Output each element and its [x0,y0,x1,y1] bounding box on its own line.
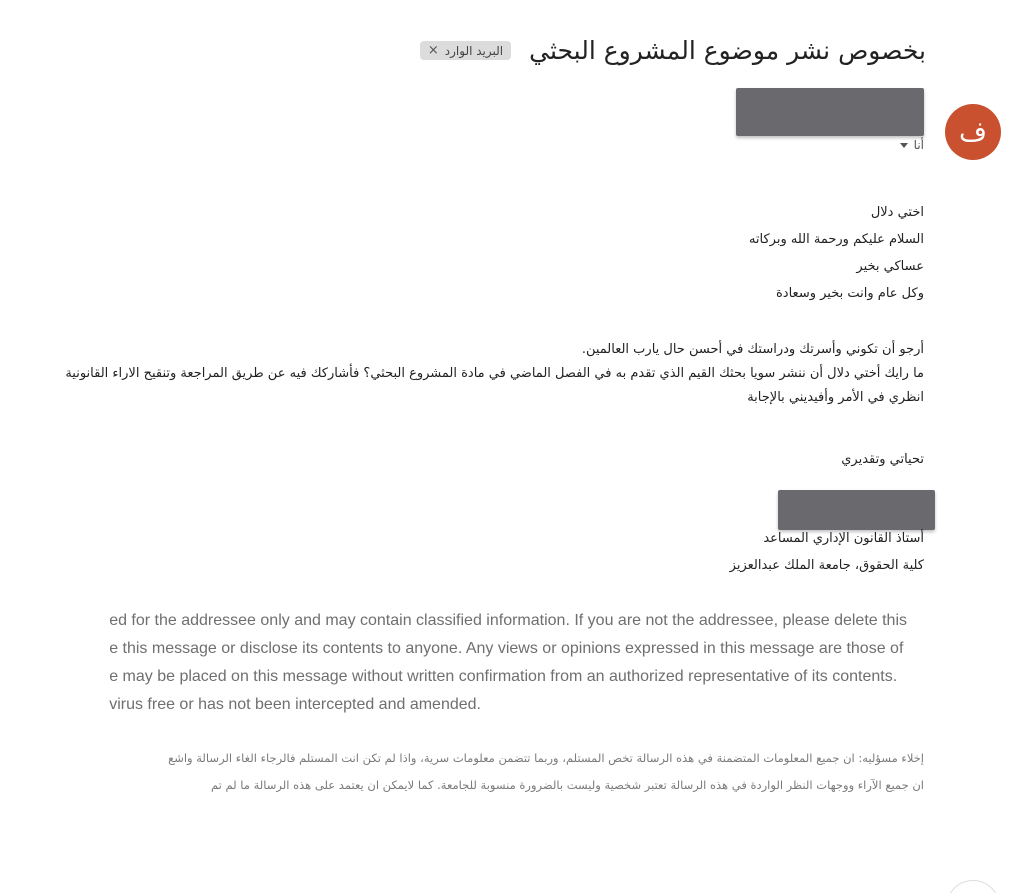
body-line: انظري في الأمر وأفيديني بالإجابة [747,390,924,405]
recipient-dropdown[interactable] [900,138,924,152]
signature-block [730,525,924,579]
body-line: وكل عام وانت بخير وسعادة [776,286,924,301]
disclaimer-line: ان جميع الآراء ووجهات النظر الواردة في هذه الرسالة تعتبر شخصية وليست بالضرورة منسوبة للجامعة. كما لايمكن ان يعتمد على هذه الرسالة ما لم تم [210,778,924,792]
disclaimer-line: إخلاء مسؤليه: ان جميع المعلومات المتضمنة في هذه الرسالة تخص المستلم، وربما تتضمن معلومات سرية، واذا لم تكن انت المستلم فالرجاء الغاء الرسالة واشع [168,751,924,765]
recipient-label: أنا [913,138,924,152]
message-paragraph [65,338,924,410]
disclaimer-line: virus free or has not been intercepted and amended. [109,696,481,713]
body-line: السلام عليكم ورحمة الله وبركاته [748,232,924,247]
body-line: عساكي بخير [856,259,924,274]
floating-action-button[interactable] [946,880,1000,893]
disclaimer-english [109,607,907,719]
disclaimer-line: e may be placed on this message without written confirmation from an authorized representative of its contents. [109,668,898,685]
disclaimer-arabic [168,745,924,799]
subject-row [420,36,926,65]
inbox-label-chip[interactable] [420,41,511,60]
greeting-block [749,199,924,307]
body-line: أرجو أن تكوني وأسرتك ودراستك في أحسن حال يارب العالمين. [581,342,924,357]
inbox-label-text: البريد الوارد [444,43,504,58]
body-line: تحياتي وتقديري [841,452,924,467]
disclaimer-line: e this message or disclose its contents to anyone. Any views or opinions expressed in this message are those of [109,640,904,657]
disclaimer-line: ed for the addressee only and may contain classified information. If you are not the addressee, please delete this [109,612,907,629]
signature-title: أستاذ القانون الإداري المساعد [763,531,924,546]
body-line: ما رايك أختي دلال أن ننشر سويا بحثك القيم الذي تقدم به في الفصل الماضي في مادة المشروع البحثي؟ فأشاركك فيه عن طريق المراجعة وتنقيح الاراء القانونية [65,366,924,381]
redacted-sender-name [736,88,924,136]
avatar-letter: ف [959,116,987,148]
sender-avatar[interactable] [945,104,1001,160]
chevron-down-icon[interactable] [900,143,908,148]
closing-line [841,446,924,473]
signature-affiliation: كلية الحقوق، جامعة الملك عبدالعزيز [729,558,924,573]
remove-label-icon[interactable]: × [427,43,439,58]
redacted-signature-name [778,490,935,530]
email-subject: بخصوص نشر موضوع المشروع البحثي [529,36,926,65]
body-line: اختي دلال [870,205,924,220]
